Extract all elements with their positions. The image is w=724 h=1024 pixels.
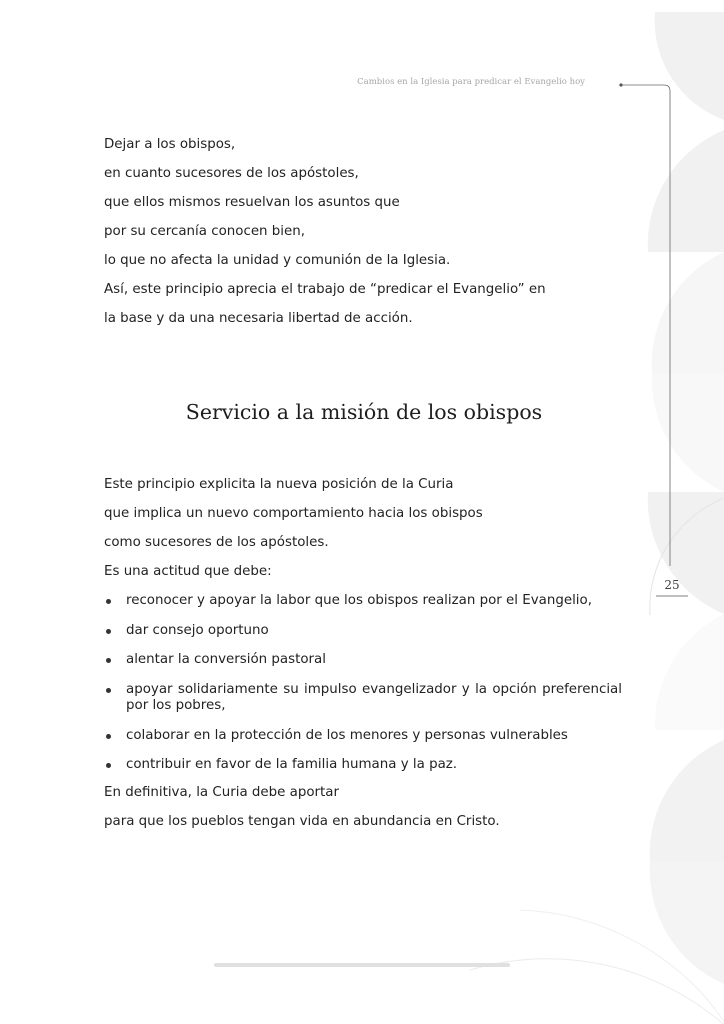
list-item: contribuir en favor de la familia humana y la paz. bbox=[104, 757, 624, 774]
text-line: que ellos mismos resuelvan los asuntos que bbox=[104, 195, 400, 210]
page-number: 25 bbox=[664, 578, 680, 592]
list-item: colaborar en la protección de los menores y personas vulnerables bbox=[104, 728, 624, 745]
bullet-list bbox=[104, 593, 624, 774]
text-line: que implica un nuevo comportamiento hacia los obispos bbox=[104, 506, 483, 521]
list-item: apoyar solidariamente su impulso evangelizador y la opción preferencial por los pobres, bbox=[104, 682, 622, 715]
text-line: como sucesores de los apóstoles. bbox=[104, 535, 329, 550]
text-line: Este principio explicita la nueva posición de la Curia bbox=[104, 477, 454, 492]
text-line: Dejar a los obispos, bbox=[104, 137, 236, 152]
list-item: reconocer y apoyar la labor que los obispos realizan por el Evangelio, bbox=[104, 593, 624, 610]
footer-bar bbox=[214, 963, 510, 967]
section-body bbox=[104, 477, 624, 843]
text-line: lo que no afecta la unidad y comunión de la Iglesia. bbox=[104, 253, 451, 268]
running-header: Cambios en la Iglesia para predicar el Evangelio hoy bbox=[357, 77, 585, 87]
text-line: la base y da una necesaria libertad de acción. bbox=[104, 311, 413, 326]
text-line: en cuanto sucesores de los apóstoles, bbox=[104, 166, 359, 181]
text-line: En definitiva, la Curia debe aportar bbox=[104, 784, 340, 800]
section-heading: Servicio a la misión de los obispos bbox=[185, 400, 543, 424]
list-item: dar consejo oportuno bbox=[104, 623, 624, 640]
text-line: Así, este principio aprecia el trabajo de “predicar el Evangelio” en bbox=[104, 282, 546, 297]
text-line: por su cercanía conocen bien, bbox=[104, 224, 306, 239]
text-line: para que los pueblos tengan vida en abundancia en Cristo. bbox=[104, 813, 500, 829]
list-item: alentar la conversión pastoral bbox=[104, 652, 624, 669]
opening-paragraph bbox=[104, 137, 624, 340]
text-line: Es una actitud que debe: bbox=[104, 564, 272, 579]
